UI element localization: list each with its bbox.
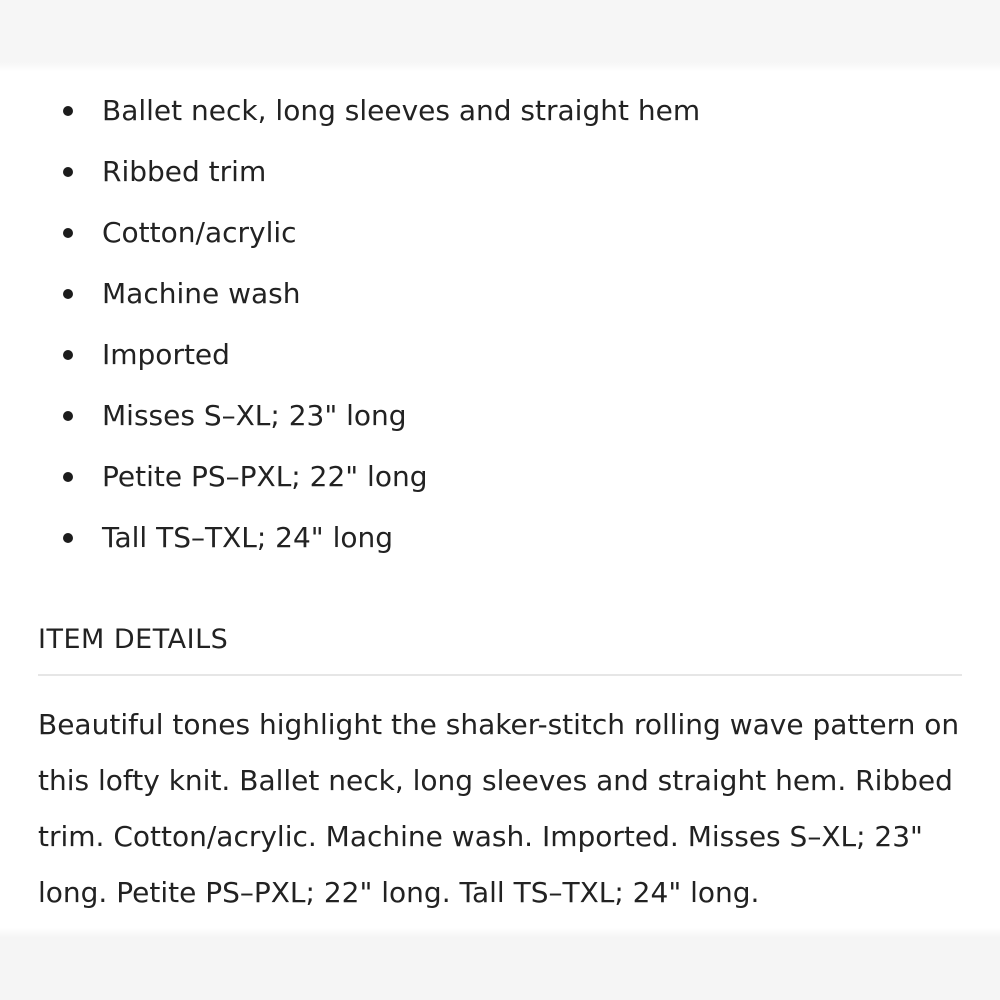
feature-text: Cotton/acrylic [102, 216, 297, 249]
feature-list [38, 80, 962, 568]
bullet-icon [63, 472, 73, 482]
section-divider [38, 674, 962, 676]
item-details-description: Beautiful tones highlight the shaker-stitch rolling wave pattern on this lofty knit. Ballet neck, long sleeves and straight hem. Ribbed trim. Cotton/acrylic. Machine wash. Imported. Misses S–XL; 23" long. Petite PS–PXL; 22" long. Tall TS–TXL; 24" long. [38, 708, 960, 909]
bullet-icon [63, 411, 73, 421]
feature-text: Misses S–XL; 23" long [102, 399, 407, 432]
bullet-icon [63, 533, 73, 543]
top-header-shade [0, 0, 1000, 62]
bullet-icon [63, 106, 73, 116]
list-item [38, 202, 962, 263]
feature-text: Machine wash [102, 277, 301, 310]
feature-text: Imported [102, 338, 230, 371]
list-item [38, 385, 962, 446]
bottom-footer-shade [0, 938, 1000, 1000]
list-item [38, 507, 962, 568]
bullet-icon [63, 350, 73, 360]
list-item [38, 141, 962, 202]
bullet-icon [63, 167, 73, 177]
feature-text: Tall TS–TXL; 24" long [102, 521, 394, 554]
feature-text: Ballet neck, long sleeves and straight hem [102, 94, 701, 127]
feature-text: Petite PS–PXL; 22" long [102, 460, 428, 493]
bullet-icon [63, 289, 73, 299]
list-item [38, 324, 962, 385]
item-details-heading: ITEM DETAILS [38, 624, 229, 655]
list-item [38, 446, 962, 507]
product-description-panel [38, 80, 962, 921]
list-item [38, 263, 962, 324]
feature-text: Ribbed trim [102, 155, 267, 188]
list-item [38, 80, 962, 141]
bullet-icon [63, 228, 73, 238]
